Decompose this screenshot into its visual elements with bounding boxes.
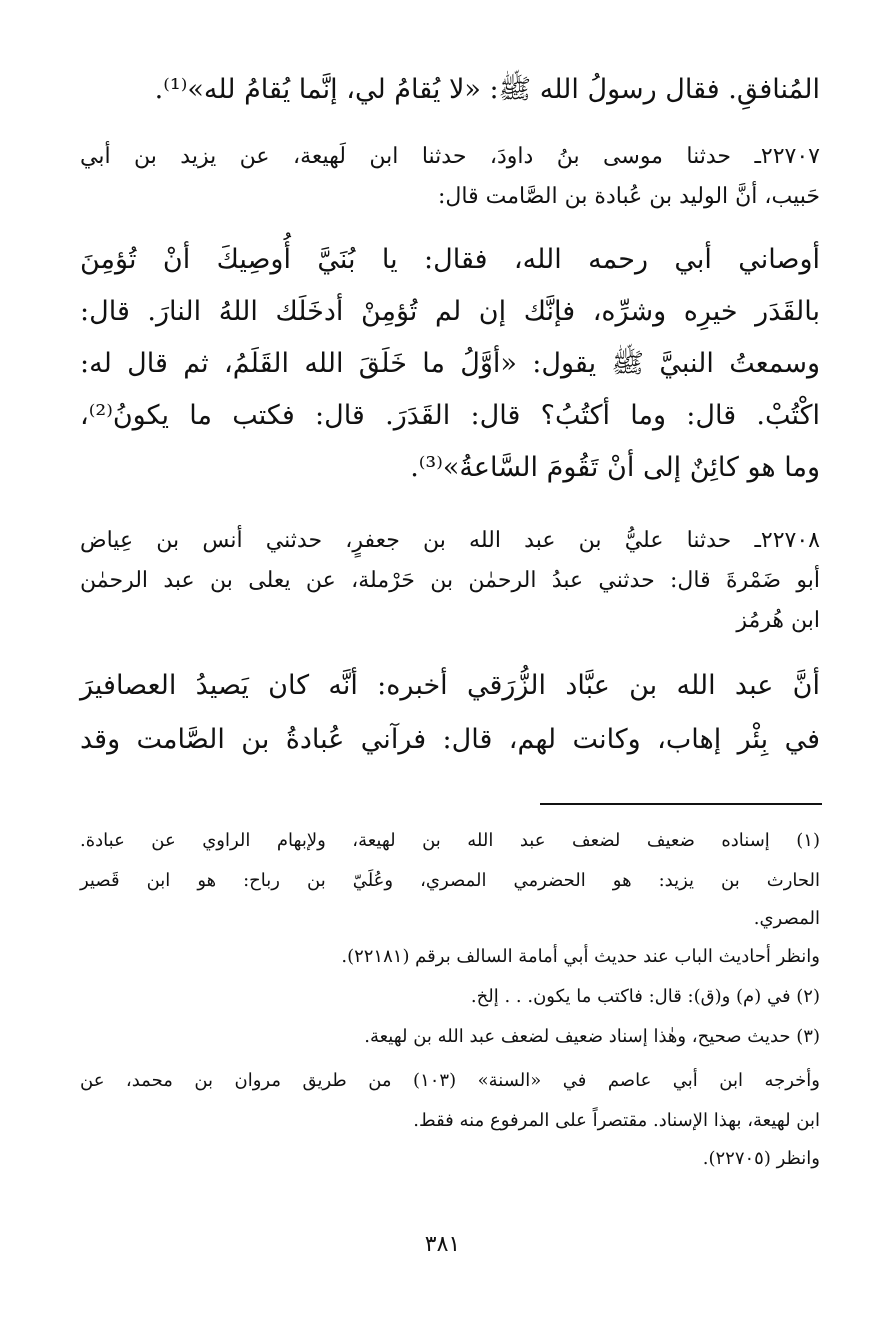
footnote-line: المصري. xyxy=(753,908,820,929)
hadith-text-line: أوصاني أبي رحمه الله، فقال: يا بُنَيَّ أُوصِيكَ أنْ تُؤمِنَ xyxy=(80,244,820,275)
hadith-text-line: أنَّ عبد الله بن عبَّاد الزُّرَقي أخبره: أنَّه كان يَصيدُ العصافيرَ xyxy=(80,670,820,701)
footnote-line: ابن لهيعة، بهذا الإسناد. مقتصراً على المرفوع منه فقط. xyxy=(413,1110,820,1131)
isnad-line: أبو ضَمْرةَ قال: حدثني عبدُ الرحمٰن بن حَرْملة، عن يعلى بن عبد الرحمٰن xyxy=(80,568,820,593)
footnote-separator xyxy=(540,803,822,805)
footnote-line: وانظر (٢٢٧٠٥). xyxy=(702,1148,820,1169)
isnad-line: حَبيب، أنَّ الوليد بن عُبادة بن الصَّامت قال: xyxy=(437,184,820,209)
footnote-line: (١) إسناده ضعيف لضعف عبد الله بن لهيعة، ولإبهام الراوي عن عبادة. xyxy=(80,830,820,851)
hadith-text-line: اكْتُبْ. قال: وما أكتُبُ؟ قال: القَدَرَ. قال: فكتب ما يكونُ⁽²⁾، xyxy=(80,400,820,431)
hadith-text-line: في بِئْر إهاب، وكانت لهم، قال: فرآني عُبادةُ بن الصَّامت وقد xyxy=(80,724,820,755)
hadith-text-line: وما هو كائِنٌ إلى أنْ تَقُومَ السَّاعةُ»⁽³⁾. xyxy=(410,452,820,483)
paragraph-line: المُنافقِ. فقال رسولُ الله ﷺ: «لا يُقامُ لي، إنَّما يُقامُ لله»⁽¹⁾. xyxy=(154,74,820,105)
footnote-line: الحارث بن يزيد: هو الحضرمي المصري، وعُلَيّ بن رباح: هو ابن قَصير xyxy=(80,870,820,891)
footnote-line: (٢) في (م) و(ق): قال: فاكتب ما يكون. . . إلخ. xyxy=(470,986,820,1007)
footnote-line: (٣) حديث صحيح، وهٰذا إسناد ضعيف لضعف عبد الله بن لهيعة. xyxy=(364,1026,820,1047)
hadith-text-line: وسمعتُ النبيَّ ﷺ يقول: «أوَّلُ ما خَلَقَ الله القَلَمُ، ثم قال له: xyxy=(80,348,820,379)
footnote-line: وأخرجه ابن أبي عاصم في «السنة» (١٠٣) من طريق مروان بن محمد، عن xyxy=(80,1070,821,1091)
isnad-line: ٢٢٧٠٨ـ حدثنا عليُّ بن عبد الله بن جعفرٍ، حدثني أنس بن عِياض xyxy=(80,528,820,553)
footnote-line: وانظر أحاديث الباب عند حديث أبي أمامة السالف برقم (٢٢١٨١). xyxy=(341,946,820,967)
hadith-text-line: بالقَدَر خيرِه وشرِّه، فإنَّك إن لم تُؤمِنْ أدخَلَك اللهُ النارَ. قال: xyxy=(80,296,820,327)
isnad-line: ابن هُرمُز xyxy=(736,608,820,633)
page-number: ٣٨١ xyxy=(424,1232,461,1257)
isnad-line: ٢٢٧٠٧ـ حدثنا موسى بنُ داودَ، حدثنا ابن لَهيعة، عن يزيد بن أبي xyxy=(80,144,820,169)
